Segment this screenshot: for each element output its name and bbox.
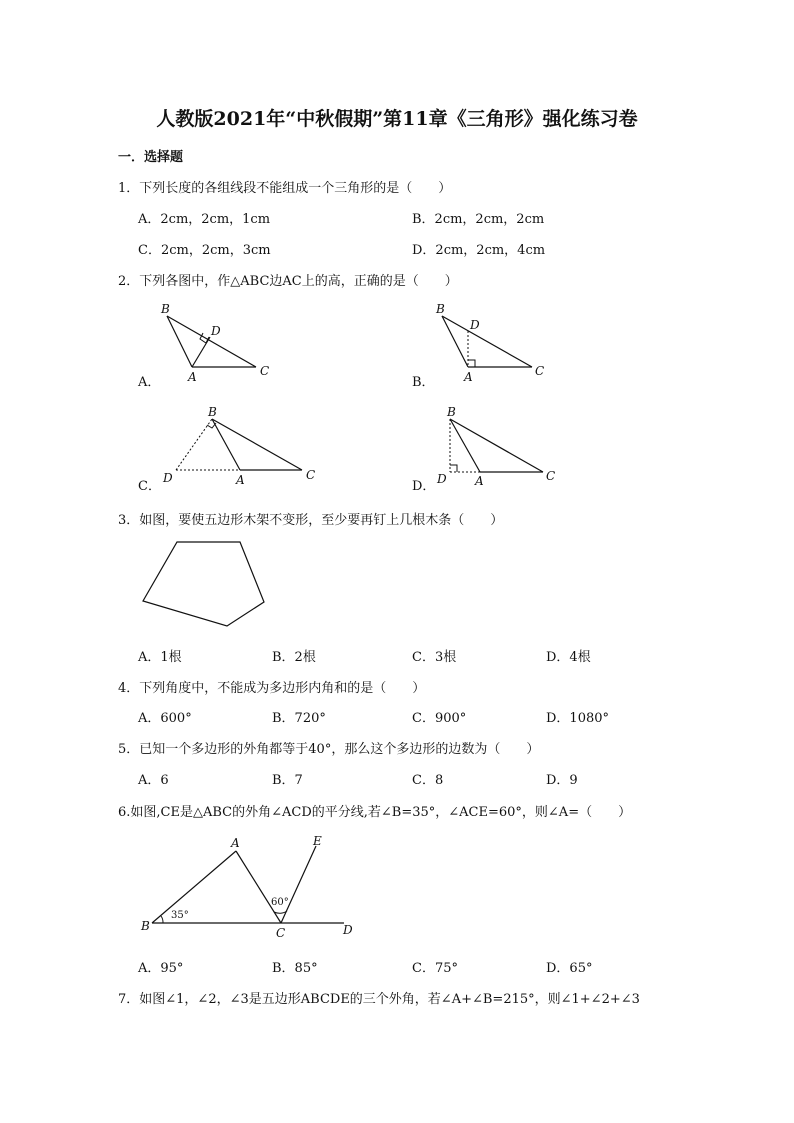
fig2c-label-a: A bbox=[236, 473, 245, 487]
fig2b-label-d: D bbox=[470, 318, 480, 332]
question-3-stem: 3．如图，要使五边形木架不变形，至少要再钉上几根木条（ ） bbox=[118, 513, 504, 528]
q2-option-b[interactable]: B． bbox=[412, 375, 435, 390]
q2-option-c[interactable]: C． bbox=[138, 479, 161, 494]
fig6-label-d: D bbox=[343, 923, 353, 937]
q3-option-d[interactable]: D．4根 bbox=[546, 650, 591, 665]
q1-option-a[interactable]: A．2cm，2cm，1cm bbox=[138, 212, 271, 227]
q4-option-b[interactable]: B．720° bbox=[272, 711, 326, 726]
question-6-stem: 6.如图,CE是△ABC的外角∠ACD的平分线,若∠B=35°，∠ACE=60°，则∠A=（ ） bbox=[118, 805, 632, 820]
q4-option-d[interactable]: D．1080° bbox=[546, 711, 610, 726]
question-4-stem: 4．下列角度中，不能成为多边形内角和的是（ ） bbox=[118, 681, 426, 696]
fig2c-label-d: D bbox=[163, 471, 173, 485]
fig6-label-b: B bbox=[141, 919, 150, 933]
fig6-angle-ace: 60° bbox=[271, 897, 289, 908]
fig2a-label-c: C bbox=[260, 364, 270, 378]
q2-option-a[interactable]: A． bbox=[138, 375, 161, 390]
q1-option-d[interactable]: D．2cm，2cm，4cm bbox=[412, 243, 546, 258]
section-heading: 一．选择题 bbox=[118, 150, 184, 165]
q5-option-b[interactable]: B．7 bbox=[272, 773, 303, 788]
fig2c-label-b: B bbox=[208, 405, 217, 419]
q6-option-c[interactable]: C．75° bbox=[412, 961, 458, 976]
question-5-stem: 5．已知一个多边形的外角都等于40°，那么这个多边形的边数为（ ） bbox=[118, 742, 540, 757]
fig2a-label-a: A bbox=[188, 370, 197, 384]
page-title: 人教版2021年“中秋假期”第11章《三角形》强化练习卷 bbox=[156, 108, 638, 130]
q6-option-b[interactable]: B．85° bbox=[272, 961, 318, 976]
question-7-stem: 7．如图∠1，∠2，∠3是五边形ABCDE的三个外角，若∠A+∠B=215°，则∠1+∠2+∠3 bbox=[118, 992, 640, 1007]
fig2b-label-a: A bbox=[464, 370, 473, 384]
q4-option-a[interactable]: A．600° bbox=[138, 711, 192, 726]
fig6-label-e: E bbox=[313, 834, 322, 848]
fig6-angle-b: 35° bbox=[171, 910, 189, 921]
fig2b-label-b: B bbox=[436, 302, 445, 316]
q1-option-b[interactable]: B．2cm，2cm，2cm bbox=[412, 212, 545, 227]
fig2c-label-c: C bbox=[306, 468, 316, 482]
q5-option-c[interactable]: C．8 bbox=[412, 773, 444, 788]
fig2d-label-b: B bbox=[447, 405, 456, 419]
q6-option-a[interactable]: A．95° bbox=[138, 961, 184, 976]
fig6-label-c: C bbox=[276, 926, 286, 940]
question-2-stem: 2．下列各图中，作△ABC边AC上的高，正确的是（ ） bbox=[118, 274, 458, 289]
fig2d-label-d: D bbox=[437, 472, 447, 486]
fig6-label-a: A bbox=[231, 836, 240, 850]
q3-option-a[interactable]: A．1根 bbox=[138, 650, 182, 665]
q5-option-a[interactable]: A．6 bbox=[138, 773, 169, 788]
question-1-stem: 1．下列长度的各组线段不能组成一个三角形的是（ ） bbox=[118, 181, 452, 196]
fig2a-label-d: D bbox=[211, 324, 221, 338]
q1-option-c[interactable]: C．2cm，2cm，3cm bbox=[138, 243, 271, 258]
q2-option-d[interactable]: D． bbox=[412, 479, 436, 494]
fig2a-label-b: B bbox=[161, 302, 170, 316]
q3-option-c[interactable]: C．3根 bbox=[412, 650, 457, 665]
q4-option-c[interactable]: C．900° bbox=[412, 711, 467, 726]
fig2b-label-c: C bbox=[535, 364, 545, 378]
q3-option-b[interactable]: B．2根 bbox=[272, 650, 316, 665]
q5-option-d[interactable]: D．9 bbox=[546, 773, 578, 788]
fig2d-label-a: A bbox=[475, 474, 484, 488]
fig2d-label-c: C bbox=[546, 469, 556, 483]
q6-option-d[interactable]: D．65° bbox=[546, 961, 593, 976]
